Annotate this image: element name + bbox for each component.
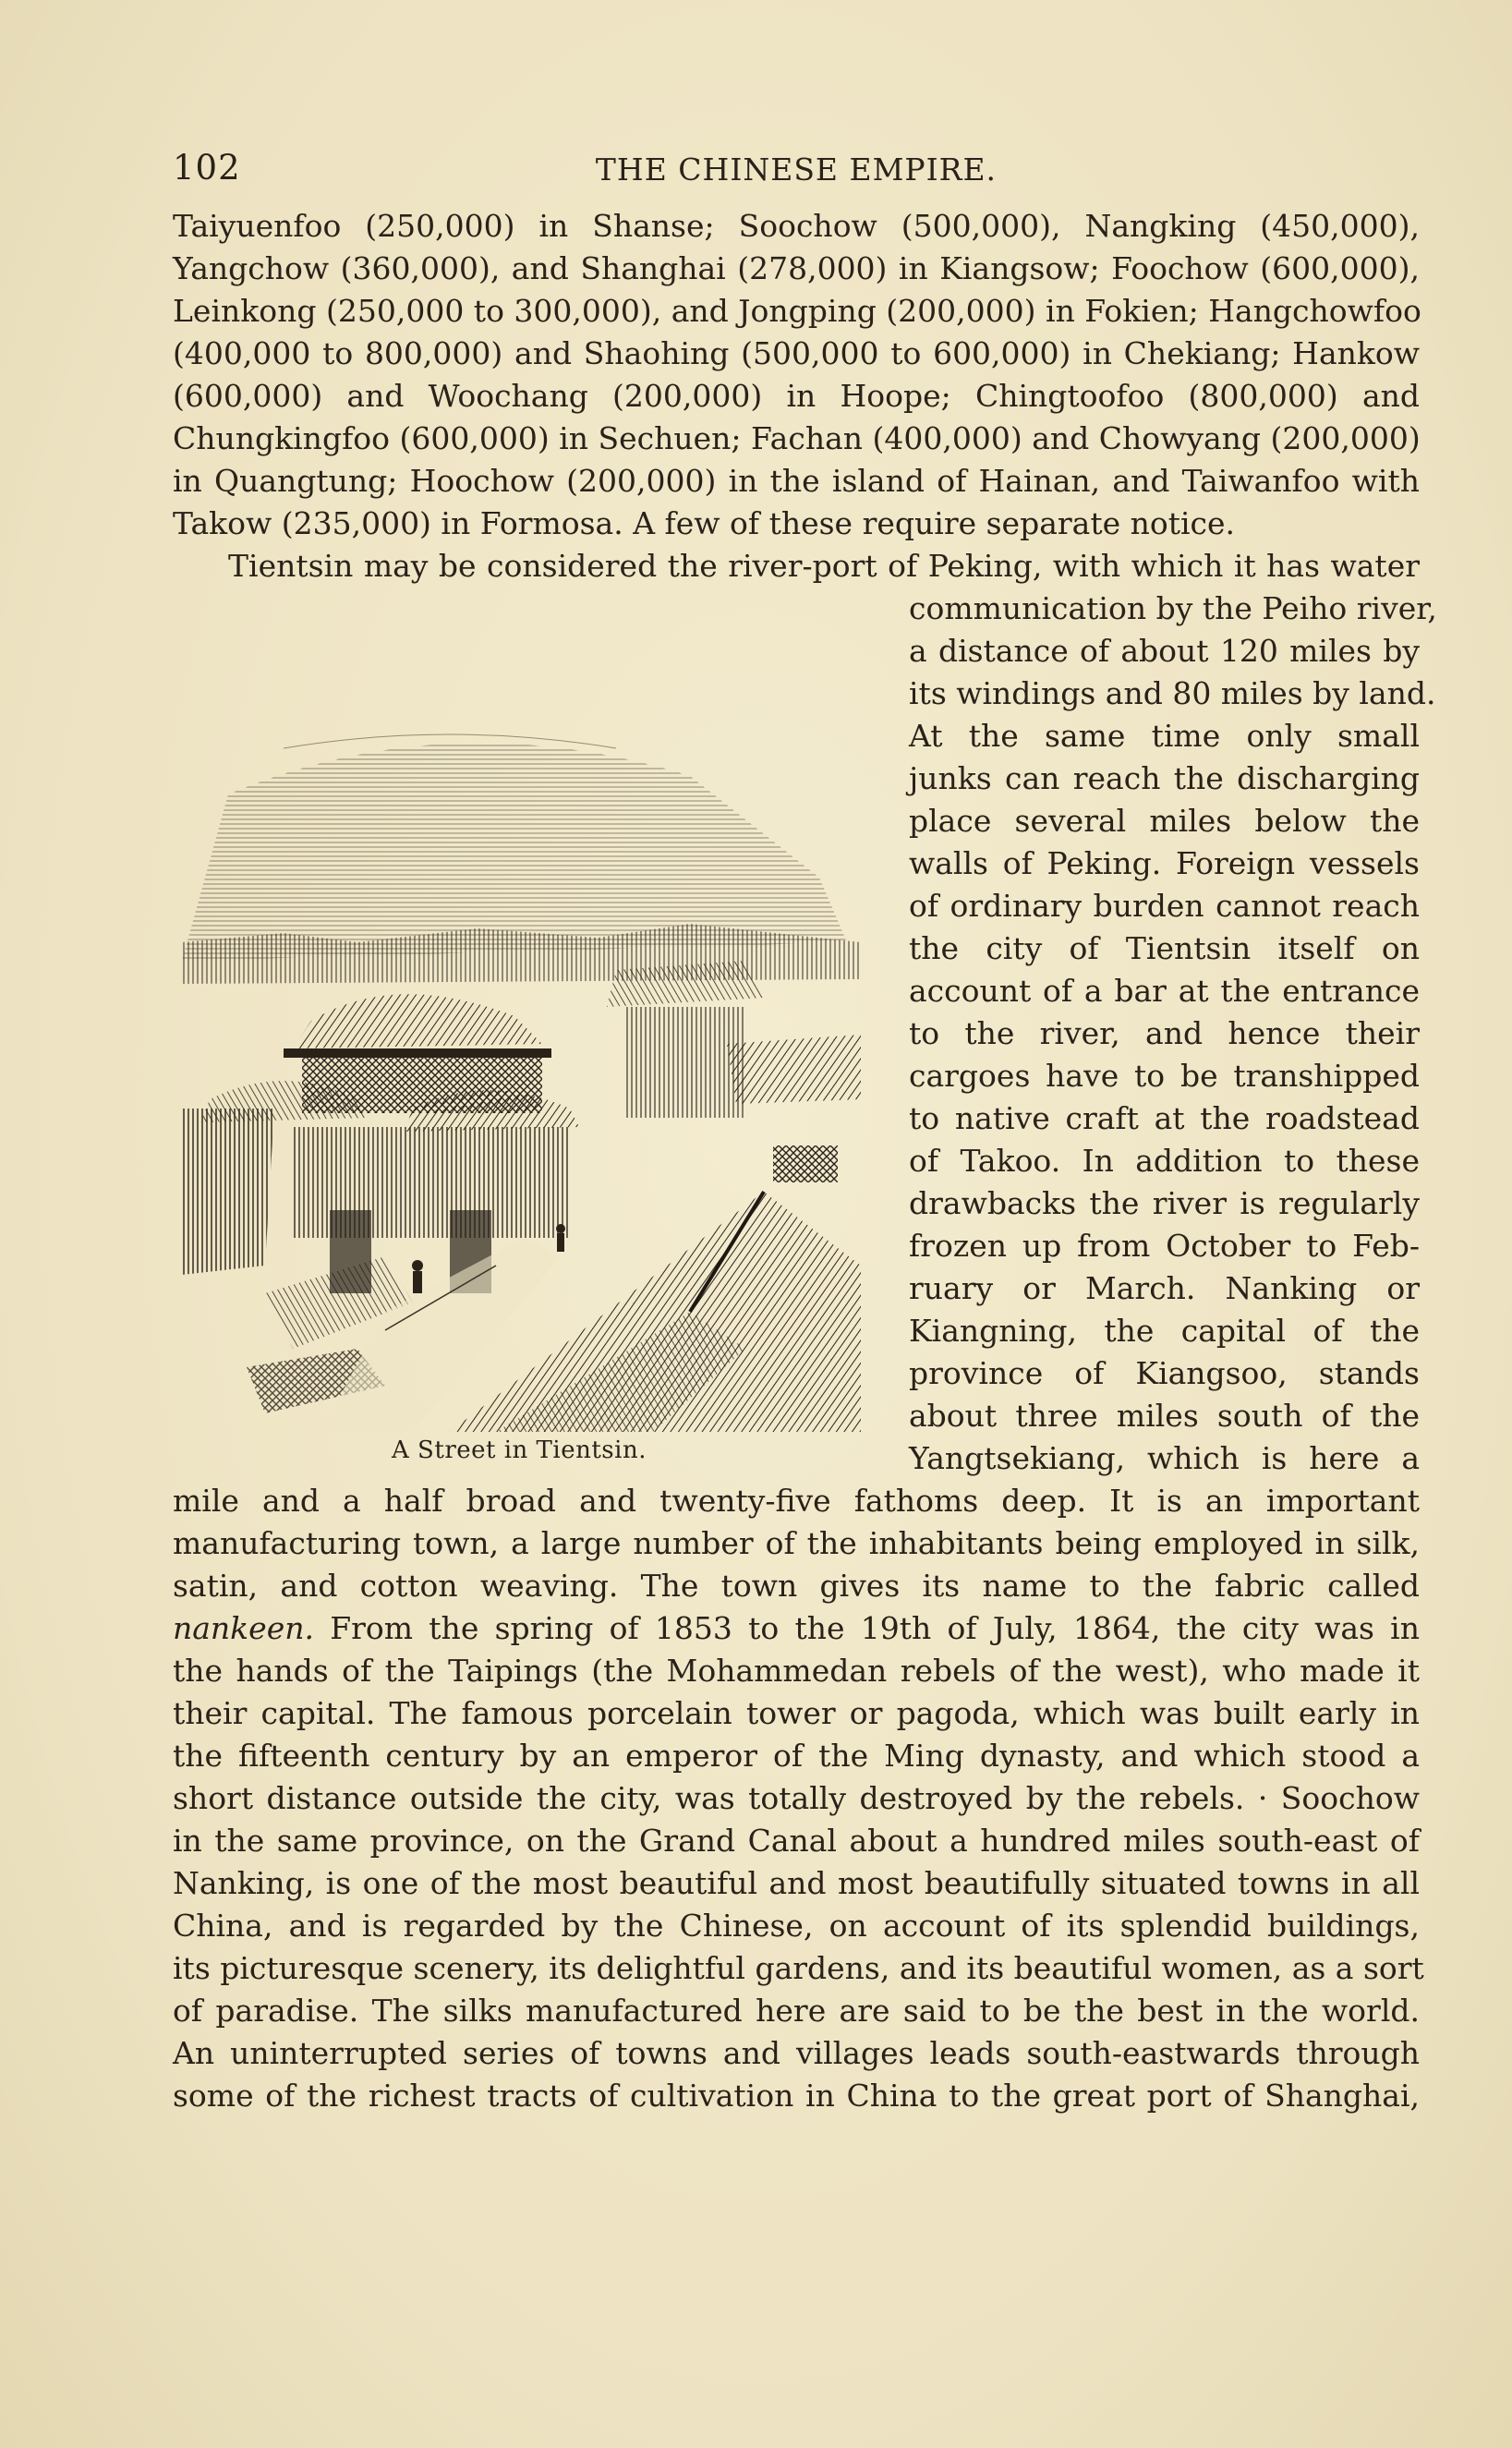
text-line: Takow (235,000) in Formosa. A few of these require separate notice. bbox=[173, 505, 1236, 541]
text-fragment: From the spring of 1853 to the 19th of July, 1864, the city was in bbox=[313, 1610, 1420, 1646]
text-line: (600,000) and Woochang (200,000) in Hoope; Chingtoofoo (800,000) and bbox=[173, 378, 1420, 414]
text-line: communication by the Peiho river, bbox=[909, 590, 1437, 626]
text-line: in Quangtung; Hoochow (200,000) in the island of Hainan, and Taiwanfoo with bbox=[173, 463, 1420, 499]
text-line: the fifteenth century by an emperor of the Ming dynasty, and which stood a bbox=[173, 1738, 1420, 1774]
text-line: walls of Peking. Foreign vessels bbox=[909, 845, 1420, 881]
running-head: THE CHINESE EMPIRE. bbox=[595, 151, 998, 188]
text-line: ruary or March. Nanking or bbox=[909, 1270, 1420, 1306]
text-line: An uninterrupted series of towns and villages leads south-eastwards through bbox=[173, 2035, 1420, 2071]
text-line: drawbacks the river is regularly bbox=[909, 1185, 1420, 1221]
text-line: satin, and cotton weaving. The town gives its name to the fabric called bbox=[173, 1568, 1420, 1604]
text-line: short distance outside the city, was totally destroyed by the rebels. · Soochow bbox=[173, 1780, 1420, 1816]
text-line: Chungkingfoo (600,000) in Sechuen; Fachan (400,000) and Chowyang (200,000) bbox=[173, 420, 1421, 456]
text-line: place several miles below the bbox=[909, 803, 1420, 839]
text-line: the city of Tientsin itself on bbox=[909, 930, 1420, 966]
page-number: 102 bbox=[173, 148, 241, 188]
text-line: Leinkong (250,000 to 300,000), and Jongping (200,000) in Fokien; Hangchowfoo bbox=[173, 293, 1421, 329]
text-line: a distance of about 120 miles by bbox=[909, 633, 1420, 669]
text-line: manufacturing town, a large number of the inhabitants being employed in silk, bbox=[173, 1525, 1420, 1561]
text-line-with-italic bbox=[173, 1607, 1420, 1650]
italic-word: nankeen. bbox=[173, 1610, 314, 1646]
text-line: in the same province, on the Grand Canal about a hundred miles south-east of bbox=[173, 1823, 1420, 1859]
text-line: Tientsin may be considered the river-port of Peking, with which it has water bbox=[228, 548, 1420, 584]
text-line: their capital. The famous porcelain tower or pagoda, which was built early in bbox=[173, 1695, 1420, 1731]
text-line: Yangchow (360,000), and Shanghai (278,000) in Kiangsow; Foochow (600,000), bbox=[173, 250, 1420, 286]
text-line: about three miles south of the bbox=[909, 1398, 1420, 1434]
text-line: account of a bar at the entrance bbox=[909, 973, 1420, 1009]
engraving-illustration bbox=[173, 665, 865, 1460]
text-line: the hands of the Taipings (the Mohammedan rebels of the west), who made it bbox=[173, 1653, 1420, 1689]
text-line: Nanking, is one of the most beautiful and most beautifully situated towns in all bbox=[173, 1865, 1420, 1901]
text-line: Kiangning, the capital of the bbox=[909, 1313, 1420, 1349]
text-line: Yangtsekiang, which is here a bbox=[909, 1440, 1420, 1476]
text-line: to native craft at the roadstead bbox=[909, 1100, 1420, 1136]
figure-caption: A Street in Tientsin. bbox=[392, 1436, 647, 1464]
text-line: of Takoo. In addition to these bbox=[909, 1143, 1420, 1179]
text-line: China, and is regarded by the Chinese, on account of its splendid buildings, bbox=[173, 1908, 1420, 1944]
text-line: (400,000 to 800,000) and Shaohing (500,000 to 600,000) in Chekiang; Hankow bbox=[173, 335, 1420, 371]
text-line: some of the richest tracts of cultivation in China to the great port of Shanghai, bbox=[173, 2078, 1420, 2114]
street-engraving bbox=[173, 665, 865, 1432]
text-line: to the river, and hence their bbox=[909, 1015, 1420, 1051]
text-line: frozen up from October to Feb- bbox=[909, 1228, 1420, 1264]
text-line: of paradise. The silks manufactured here are said to be the best in the world. bbox=[173, 1993, 1420, 2029]
page-header bbox=[173, 148, 1420, 194]
text-line: junks can reach the discharging bbox=[909, 760, 1420, 796]
text-line: mile and a half broad and twenty-five fathoms deep. It is an important bbox=[173, 1483, 1420, 1519]
text-line: cargoes have to be transhipped bbox=[909, 1058, 1420, 1094]
text-line: Taiyuenfoo (250,000) in Shanse; Soochow (500,000), Nangking (450,000), bbox=[173, 208, 1420, 244]
text-line: At the same time only small bbox=[909, 718, 1420, 754]
text-line: of ordinary burden cannot reach bbox=[909, 888, 1420, 924]
text-line: its windings and 80 miles by land. bbox=[909, 675, 1436, 711]
text-line: its picturesque scenery, its delightful gardens, and its beautiful women, as a sort bbox=[173, 1950, 1424, 1986]
text-line: province of Kiangsoo, stands bbox=[909, 1355, 1420, 1391]
